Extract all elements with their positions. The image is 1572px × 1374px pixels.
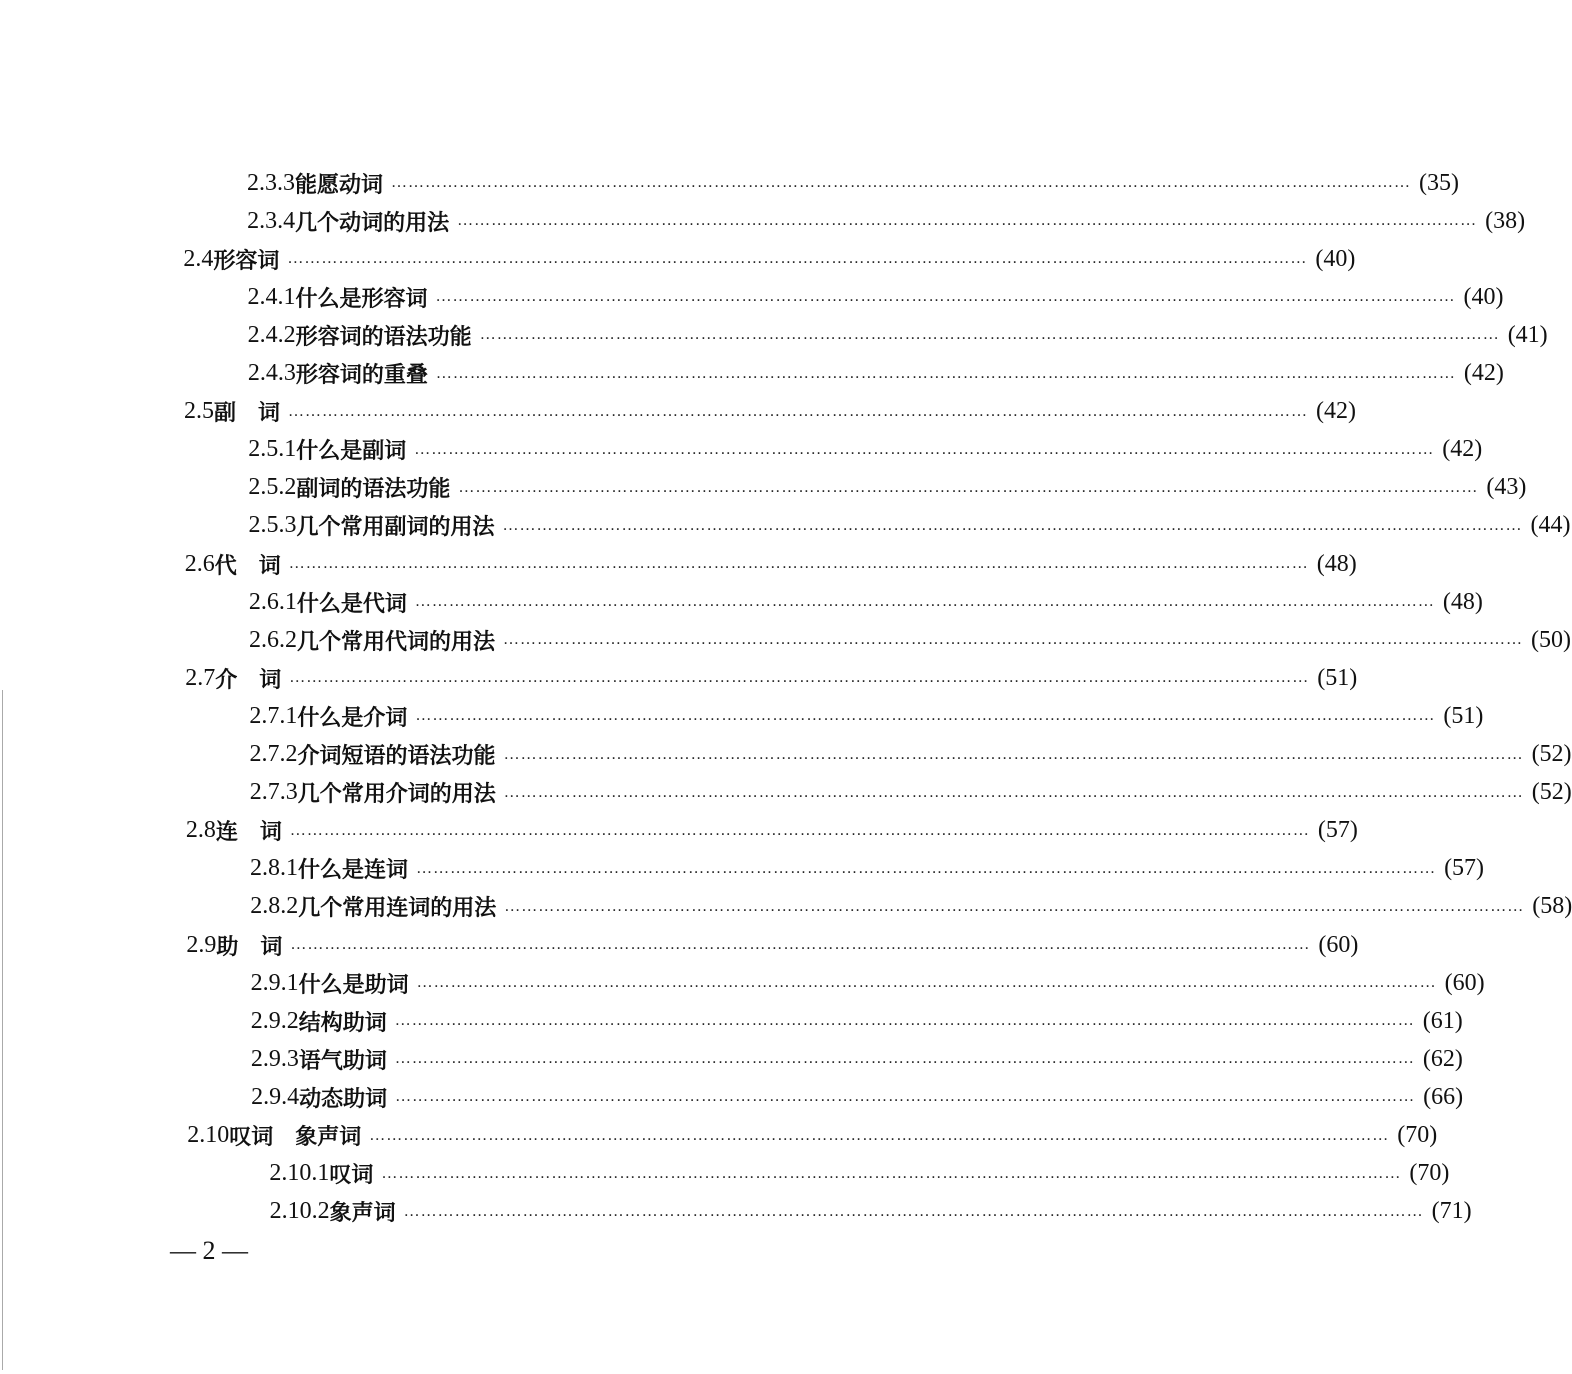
leader-dots: ……………………………………………………………………………………………………………………………………………………………… bbox=[394, 1012, 1415, 1030]
toc-entry-number: 2.6.1 bbox=[248, 588, 297, 615]
toc-entry bbox=[250, 1002, 1463, 1040]
leader-dots: ……………………………………………………………………………………………………………………………………………………………… bbox=[503, 631, 1524, 649]
leader-dots: ……………………………………………………………………………………………………………………………………………………………… bbox=[391, 174, 1412, 191]
toc-entry-page: (52) bbox=[1531, 779, 1572, 806]
toc-entry-title: 什么是连词 bbox=[298, 858, 409, 884]
toc-entry bbox=[184, 393, 1357, 431]
toc-entry bbox=[249, 774, 1572, 812]
leader-dots: ……………………………………………………………………………………………………………………………………………………………… bbox=[395, 1088, 1416, 1106]
toc-entry bbox=[185, 812, 1358, 850]
toc-entry bbox=[186, 926, 1359, 964]
toc-entry bbox=[247, 164, 1459, 202]
toc-entry-title: 象声词 bbox=[329, 1201, 396, 1227]
toc-entry-number: 2.9.3 bbox=[250, 1045, 299, 1072]
toc-entry-page: (62) bbox=[1422, 1045, 1463, 1072]
toc-entry-page: (44) bbox=[1530, 512, 1571, 539]
leader-dots: ……………………………………………………………………………………………………………………………………………………………… bbox=[287, 250, 1308, 268]
toc-entry-page: (58) bbox=[1532, 893, 1572, 920]
toc-entry-title: 几个常用代词的用法 bbox=[297, 629, 496, 655]
toc-entry-number: 2.9.4 bbox=[251, 1083, 300, 1110]
toc-entry bbox=[249, 697, 1484, 735]
leader-dots: ……………………………………………………………………………………………………………………………………………………………… bbox=[502, 516, 1523, 534]
toc-entry-title: 什么是介词 bbox=[297, 705, 408, 731]
toc-entry bbox=[184, 545, 1357, 583]
leader-dots: ……………………………………………………………………………………………………………………………………………………………… bbox=[504, 897, 1525, 915]
toc-entry-title: 什么是代词 bbox=[296, 591, 407, 617]
toc-entry-title: 代 词 bbox=[214, 553, 281, 579]
toc-entry bbox=[249, 736, 1572, 774]
toc-entry bbox=[247, 278, 1504, 316]
toc-entry-page: (40) bbox=[1463, 283, 1504, 310]
toc-entry-title: 叹词 象声词 bbox=[229, 1125, 362, 1150]
toc-entry-number: 2.8.1 bbox=[250, 855, 299, 882]
toc-entry bbox=[250, 888, 1572, 926]
toc-entry-number: 2.3.3 bbox=[247, 169, 295, 196]
toc-entry-page: (57) bbox=[1444, 855, 1485, 882]
toc-entry bbox=[185, 659, 1358, 697]
leader-dots: ……………………………………………………………………………………………………………………………………………………………… bbox=[435, 364, 1456, 382]
toc-entry-number: 2.5.3 bbox=[248, 512, 297, 539]
toc-entry-number: 2.7.2 bbox=[249, 741, 298, 767]
toc-entry-title: 副 词 bbox=[214, 401, 281, 427]
toc-entry-page: (38) bbox=[1485, 207, 1526, 234]
toc-entry-title: 形容词的重叠 bbox=[295, 363, 428, 388]
toc-entry bbox=[269, 1155, 1450, 1193]
leader-dots: ……………………………………………………………………………………………………………………………………………………………… bbox=[457, 212, 1478, 230]
toc-entry-page: (61) bbox=[1422, 1007, 1463, 1034]
toc-entry-page: (42) bbox=[1442, 436, 1483, 463]
toc-entry bbox=[250, 1040, 1463, 1078]
toc-entry-title: 副词的语法功能 bbox=[296, 477, 451, 503]
leader-dots: ……………………………………………………………………………………………………………………………………………………………… bbox=[381, 1164, 1402, 1182]
toc-entry-number: 2.9.1 bbox=[250, 969, 299, 996]
toc-entry-number: 2.9.2 bbox=[250, 1007, 299, 1034]
toc-entry-page: (42) bbox=[1463, 360, 1504, 386]
toc-entry-page: (51) bbox=[1443, 702, 1484, 729]
page-number: — 2 — bbox=[170, 1236, 248, 1265]
toc-entry bbox=[248, 583, 1483, 621]
toc-entry-number: 2.4 bbox=[183, 245, 214, 272]
toc-entry-page: (35) bbox=[1419, 169, 1459, 196]
toc-entry-title: 形容词 bbox=[213, 248, 280, 274]
toc-entry bbox=[248, 431, 1483, 469]
leader-dots: ……………………………………………………………………………………………………………………………………………………………… bbox=[458, 478, 1479, 496]
toc-entry bbox=[251, 1078, 1464, 1116]
toc-entry-title: 叹词 bbox=[329, 1163, 374, 1189]
leader-dots: ……………………………………………………………………………………………………………………………………………………………… bbox=[414, 593, 1435, 611]
toc-entry-number: 2.9 bbox=[186, 931, 217, 958]
toc-entry bbox=[248, 507, 1571, 545]
toc-entry bbox=[269, 1193, 1472, 1231]
leader-dots: ……………………………………………………………………………………………………………………………………………………………… bbox=[503, 783, 1524, 801]
toc-entry-title: 结构助词 bbox=[298, 1010, 387, 1036]
toc-entry-number: 2.4.3 bbox=[247, 360, 296, 386]
toc-entry-number: 2.4.2 bbox=[247, 321, 296, 348]
leader-dots: ……………………………………………………………………………………………………………………………………………………………… bbox=[403, 1202, 1424, 1220]
toc-entry-page: (40) bbox=[1315, 245, 1356, 272]
toc-entry-title: 几个常用介词的用法 bbox=[297, 782, 496, 808]
toc-entry-number: 2.5.2 bbox=[248, 474, 297, 501]
toc-entry-page: (57) bbox=[1317, 817, 1358, 844]
leader-dots: ……………………………………………………………………………………………………………………………………………………………… bbox=[414, 440, 1435, 458]
toc-entry-number: 2.10.1 bbox=[269, 1160, 330, 1187]
toc-entry-page: (43) bbox=[1486, 474, 1527, 501]
toc-entry-number: 2.7 bbox=[185, 664, 216, 691]
toc-entry-page: (41) bbox=[1507, 321, 1548, 348]
toc-entry-number: 2.4.1 bbox=[247, 283, 296, 310]
toc-entry-number: 2.10.2 bbox=[269, 1198, 330, 1225]
leader-dots: ……………………………………………………………………………………………………………………………………………………………… bbox=[369, 1126, 1390, 1144]
toc-entry-number: 2.3.4 bbox=[247, 207, 296, 234]
toc-entry-number: 2.6.2 bbox=[249, 626, 298, 653]
toc-entry bbox=[187, 1117, 1438, 1155]
toc-entry bbox=[247, 202, 1526, 240]
toc-entry-title: 语气助词 bbox=[298, 1048, 387, 1074]
toc-entry-number: 2.8.2 bbox=[250, 893, 299, 920]
toc-entry-page: (48) bbox=[1316, 550, 1357, 577]
toc-entry-title: 什么是副词 bbox=[296, 439, 407, 465]
toc-entry-title: 介 词 bbox=[215, 667, 282, 693]
leader-dots: ……………………………………………………………………………………………………………………………………………………………… bbox=[288, 402, 1309, 420]
toc-entry-page: (51) bbox=[1317, 664, 1358, 691]
toc-entry-title: 介词短语的语法功能 bbox=[297, 744, 496, 769]
toc-entry-title: 助 词 bbox=[216, 934, 283, 960]
scan-edge-line bbox=[2, 690, 3, 1370]
toc-entry-number: 2.7.1 bbox=[249, 702, 298, 729]
toc-entry-page: (60) bbox=[1444, 969, 1485, 996]
toc-entry-page: (52) bbox=[1531, 741, 1572, 767]
toc-entry-title: 形容词的语法功能 bbox=[295, 324, 472, 350]
toc-entry-title: 几个常用副词的用法 bbox=[296, 515, 495, 541]
toc-entry-title: 动态助词 bbox=[299, 1086, 388, 1112]
leader-dots: ……………………………………………………………………………………………………………………………………………………………… bbox=[503, 745, 1524, 763]
leader-dots: ……………………………………………………………………………………………………………………………………………………………… bbox=[479, 326, 1500, 344]
toc-entry-page: (71) bbox=[1431, 1198, 1472, 1225]
toc-entry bbox=[249, 621, 1572, 659]
toc-entry-page: (42) bbox=[1316, 398, 1357, 425]
toc-entry-page: (50) bbox=[1531, 626, 1572, 653]
toc-entry-number: 2.6 bbox=[184, 550, 215, 577]
toc-entry-title: 能愿动词 bbox=[295, 172, 384, 198]
toc-entry-number: 2.8 bbox=[185, 817, 216, 844]
toc-entry-page: (66) bbox=[1423, 1083, 1464, 1110]
leader-dots: ……………………………………………………………………………………………………………………………………………………………… bbox=[394, 1050, 1415, 1068]
toc-entry-page: (60) bbox=[1318, 931, 1359, 958]
leader-dots: ……………………………………………………………………………………………………………………………………………………………… bbox=[415, 707, 1436, 725]
toc-entry-title: 什么是助词 bbox=[298, 972, 409, 998]
toc-entry-number: 2.7.3 bbox=[249, 779, 298, 806]
leader-dots: ……………………………………………………………………………………………………………………………………………………………… bbox=[435, 288, 1456, 306]
toc-entry bbox=[247, 316, 1548, 354]
toc-entry-number: 2.5.1 bbox=[248, 436, 297, 463]
toc-entry-title: 什么是形容词 bbox=[295, 286, 428, 312]
leader-dots: ……………………………………………………………………………………………………………………………………………………………… bbox=[289, 669, 1310, 687]
toc-entry bbox=[183, 240, 1356, 278]
toc-entry-page: (48) bbox=[1442, 588, 1483, 615]
toc-entry bbox=[250, 964, 1485, 1002]
toc-entry bbox=[250, 850, 1485, 888]
leader-dots: ……………………………………………………………………………………………………………………………………………………………… bbox=[289, 821, 1310, 839]
toc-entry-title: 连 词 bbox=[215, 820, 282, 846]
toc-entry bbox=[248, 469, 1527, 507]
toc-entry-page: (70) bbox=[1397, 1122, 1438, 1148]
toc-entry-number: 2.5 bbox=[184, 398, 215, 425]
toc-entry-title: 几个常用连词的用法 bbox=[298, 896, 497, 922]
toc-entry-number: 2.10 bbox=[187, 1122, 230, 1148]
toc-entry bbox=[247, 355, 1504, 393]
toc-entry-page: (70) bbox=[1409, 1160, 1450, 1187]
toc-entry-title: 几个动词的用法 bbox=[295, 210, 450, 236]
leader-dots: ……………………………………………………………………………………………………………………………………………………………… bbox=[288, 555, 1309, 572]
leader-dots: ……………………………………………………………………………………………………………………………………………………………… bbox=[416, 859, 1437, 877]
leader-dots: ……………………………………………………………………………………………………………………………………………………………… bbox=[290, 936, 1311, 953]
leader-dots: ……………………………………………………………………………………………………………………………………………………………… bbox=[416, 974, 1437, 992]
